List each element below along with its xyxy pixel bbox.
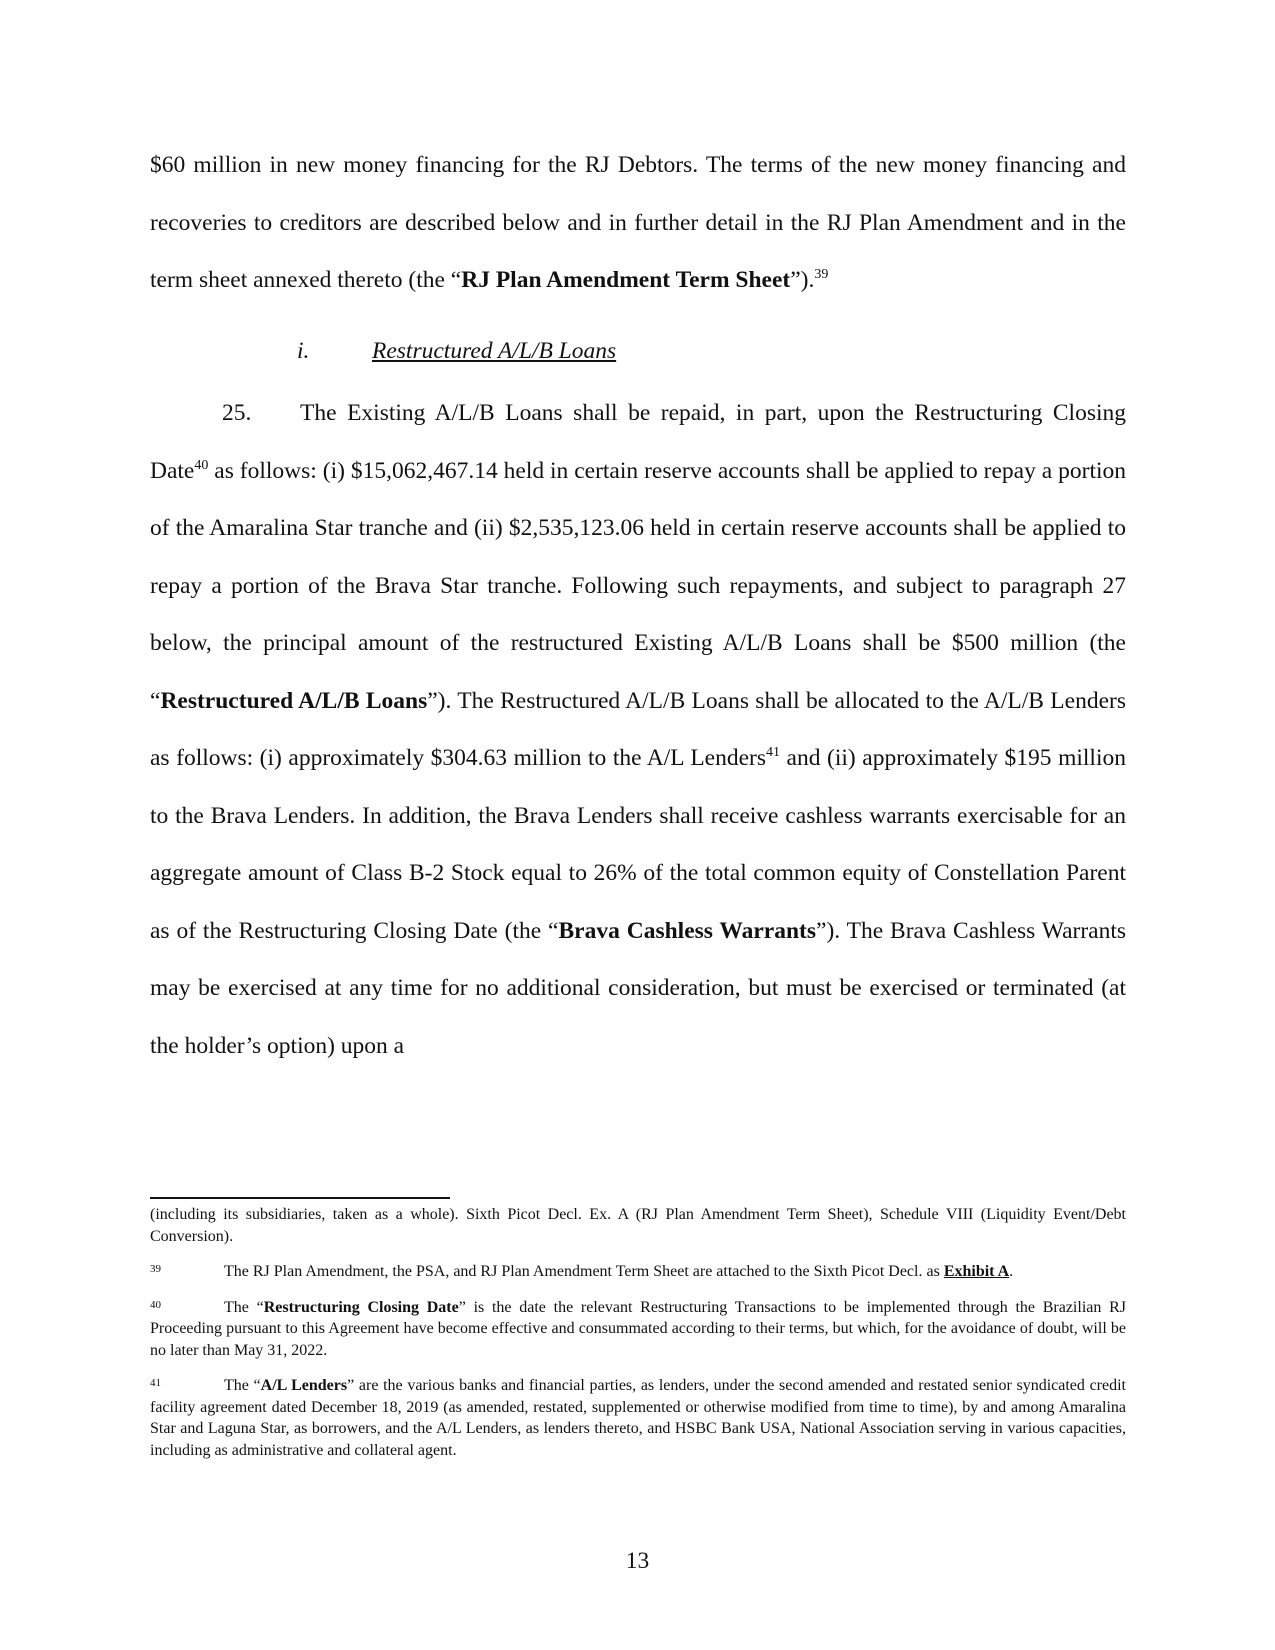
footnote-39-text: The RJ Plan Amendment, the PSA, and RJ Plan Amendment Term Sheet are attached to the Sixth Picot Decl. as xyxy=(224,1263,944,1280)
footnotes-section xyxy=(150,1204,1126,1473)
footnote-40-term: Restructuring Closing Date xyxy=(263,1298,459,1316)
footnote-40-pre: The “ xyxy=(224,1298,264,1316)
paragraph-25-seg2: as follows: (i) $15,062,467.14 held in certain reserve accounts shall be applied to repay a portion of the Amaralina Star tranche and (ii) $2,535,123.06 held in certain reserve accounts shall be applied to repay a portion of the Brava Star tranche. Following such repayments, and subject to paragraph 27 below, the principal amount of the restructured Existing A/L/B Loans shall be $500 million (the “ xyxy=(150,457,1126,714)
defined-term-rj-plan-amendment-term-sheet: RJ Plan Amendment Term Sheet xyxy=(461,267,791,293)
footnote-41-text: ” are the various banks and financial parties, as lenders, under the second amended and restated senior syndicated credit facility agreement dated December 18, 2019 (as amended, restated, supplemented or otherwise modified from time to time), by and among Amaralina Star and Laguna Star, as borrowers, and the A/L Lenders, as lenders thereto, and HSBC Bank USA, National Association serving in various capacities, including as administrative and collateral agent. xyxy=(150,1377,1127,1459)
exhibit-a-link[interactable]: Exhibit A xyxy=(943,1263,1010,1280)
intro-text-before: $60 million in new money financing for the RJ Debtors. The terms of the new money financing and recoveries to creditors are described below and in further detail in the RJ Plan Amendment and in the term sheet annexed thereto (the “ xyxy=(150,152,1126,293)
footnote-41-pre: The “ xyxy=(224,1377,261,1394)
footnote-41-label: 41 xyxy=(150,1377,161,1389)
footnote-41-term: A/L Lenders xyxy=(260,1377,348,1394)
footnote-ref-39[interactable]: 39 xyxy=(814,267,829,283)
footnote-41 xyxy=(150,1373,1126,1461)
paragraph-25 xyxy=(150,385,1126,1075)
footnote-continuation: (including its subsidiaries, taken as a whole). Sixth Picot Decl. Ex. A (RJ Plan Amendment Term Sheet), Schedule VIII (Liquidity Event/Debt Conversion). xyxy=(150,1206,1126,1245)
paragraph-25-seg4: and (ii) approximately $195 million to the Brava Lenders. In addition, the Brava Lenders shall receive cashless warrants exercisable for an aggregate amount of Class B-2 Stock equal to 26% of the total common equity of Constellation Parent as of the Restructuring Closing Date (the “ xyxy=(150,745,1126,944)
footnote-ref-41[interactable]: 41 xyxy=(766,745,781,761)
paragraph-25-seg1: The Existing A/L/B Loans shall be repaid, in part, upon the Restructuring Closing Date xyxy=(150,400,1126,484)
section-heading-number: i. xyxy=(297,338,310,364)
paragraph-25-seg3: ”). The Restructured A/L/B Loans shall be allocated to the A/L/B Lenders as follows: (i) approximately $304.63 million to the A/L Lenders xyxy=(150,687,1126,771)
footnote-40 xyxy=(150,1295,1126,1362)
footnote-40-text: ” is the date the relevant Restructuring Transactions to be implemented through the Brazilian RJ Proceeding pursuant to this Agreement have become effective and consummated according to their terms, but which, for the avoidance of doubt, will be no later than May 31, 2022. xyxy=(150,1298,1126,1359)
footnote-39 xyxy=(150,1259,1126,1283)
footnote-40-label: 40 xyxy=(150,1298,161,1311)
footnote-39-end: . xyxy=(1009,1263,1014,1280)
section-heading xyxy=(297,335,616,367)
footnote-ref-40[interactable]: 40 xyxy=(194,457,209,473)
intro-paragraph xyxy=(150,137,1126,310)
intro-text-after: ”). xyxy=(790,267,815,293)
defined-term-restructured-loans: Restructured A/L/B Loans xyxy=(160,687,428,714)
footnote-39-label: 39 xyxy=(150,1263,161,1275)
defined-term-brava-cashless-warrants: Brava Cashless Warrants xyxy=(558,917,817,944)
section-heading-title: Restructured A/L/B Loans xyxy=(372,338,617,364)
paragraph-25-seg5: ”). The Brava Cashless Warrants may be exercised at any time for no additional consideration, but must be exercised or terminated (at the holder’s option) upon a xyxy=(150,917,1127,1059)
footnote-separator xyxy=(150,1197,450,1199)
paragraph-number: 25. xyxy=(222,400,252,426)
page-number: 13 xyxy=(625,1548,650,1574)
